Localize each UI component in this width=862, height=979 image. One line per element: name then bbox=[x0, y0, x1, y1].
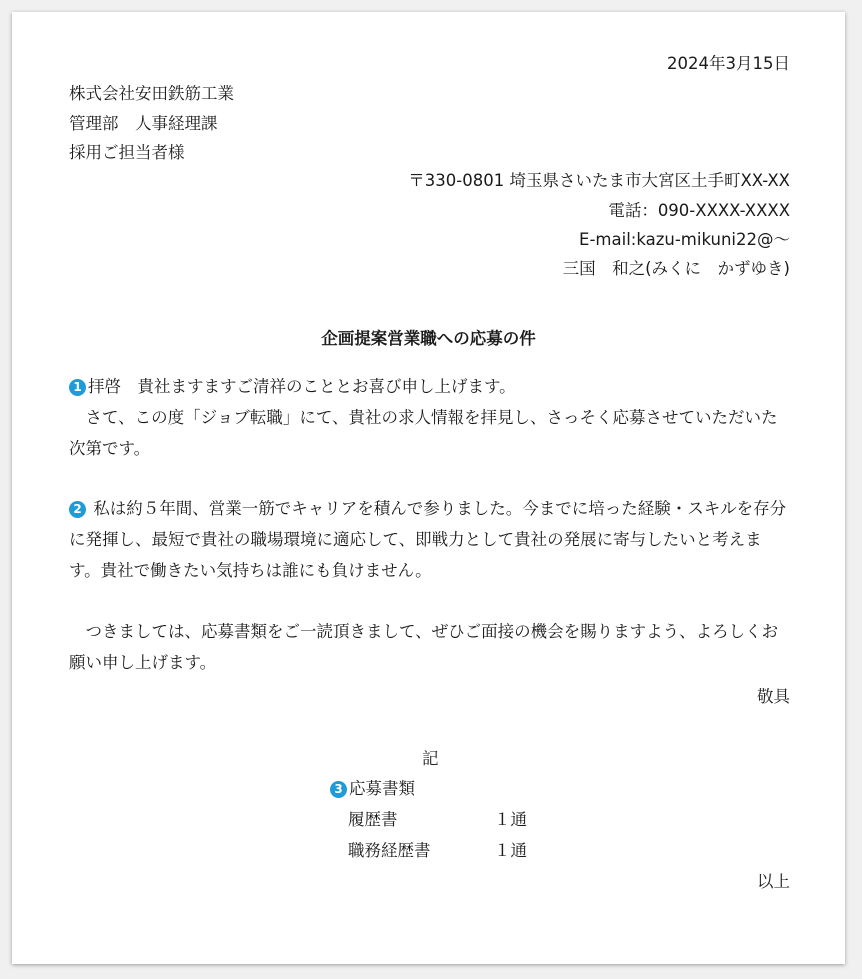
paragraph-2-text: 私は約５年間、営業一筋でキャリアを積んで参りました。今までに培った経験・スキルを存分に発揮し、最短で貴社の職場環境に適応して、即戦力として貴社の発展に寄与したいと考えます。貴社で働きたい気持ちは誰にも負けません。 bbox=[69, 499, 787, 580]
marker-1-icon: 1 bbox=[69, 379, 86, 396]
sender-phone: 電話：090-XXXX-XXXX bbox=[608, 201, 790, 220]
enclosure-title bbox=[330, 775, 415, 799]
paragraph-1-text: さて、この度「ジョブ転職」にて、貴社の求人情報を拝見し、さっそく応募させていただいた次第です。 bbox=[69, 408, 778, 458]
marker-2-icon: 2 bbox=[69, 501, 86, 518]
recipient-company: 株式会社安田鉄筋工業 bbox=[69, 84, 234, 103]
sender-name: 三国 和之(みくに かずゆき) bbox=[562, 259, 790, 278]
sender-email: E-mail:kazu-mikuni22@～ bbox=[579, 230, 790, 249]
marker-3-icon: 3 bbox=[330, 781, 347, 798]
enclosure-item-name: 職務経歴書 bbox=[348, 841, 431, 860]
letter-date: 2024年3月15日 bbox=[667, 54, 790, 73]
body-paragraph-2 bbox=[69, 493, 791, 586]
enclosure-item-qty: １通 bbox=[494, 841, 527, 860]
enclosure-title-text: 応募書類 bbox=[349, 779, 415, 798]
recipient-attention: 採用ご担当者様 bbox=[69, 143, 185, 162]
enclosure-end: 以上 bbox=[757, 872, 790, 891]
enclosure-heading: 記 bbox=[422, 749, 439, 768]
letter-page bbox=[12, 12, 845, 964]
paragraph-3-text: つきましては、応募書類をご一読頂きまして、ぜひご面接の機会を賜りますよう、よろしくお願い申し上げます。 bbox=[69, 622, 779, 672]
sender-address: 〒330-0801 埼玉県さいたま市大宮区土手町XX-XX bbox=[408, 171, 790, 190]
recipient-department: 管理部 人事経理課 bbox=[69, 114, 218, 133]
greeting-line: 拝啓 貴社ますますご清祥のこととお喜び申し上げます。 bbox=[88, 377, 516, 396]
body-paragraph-1 bbox=[69, 371, 791, 464]
body-paragraph-3 bbox=[69, 616, 791, 678]
closing-keigu: 敬具 bbox=[757, 687, 790, 706]
enclosure-item-name: 履歴書 bbox=[348, 810, 398, 829]
enclosure-item-qty: １通 bbox=[494, 810, 527, 829]
letter-subject: 企画提案営業職への応募の件 bbox=[321, 329, 536, 348]
